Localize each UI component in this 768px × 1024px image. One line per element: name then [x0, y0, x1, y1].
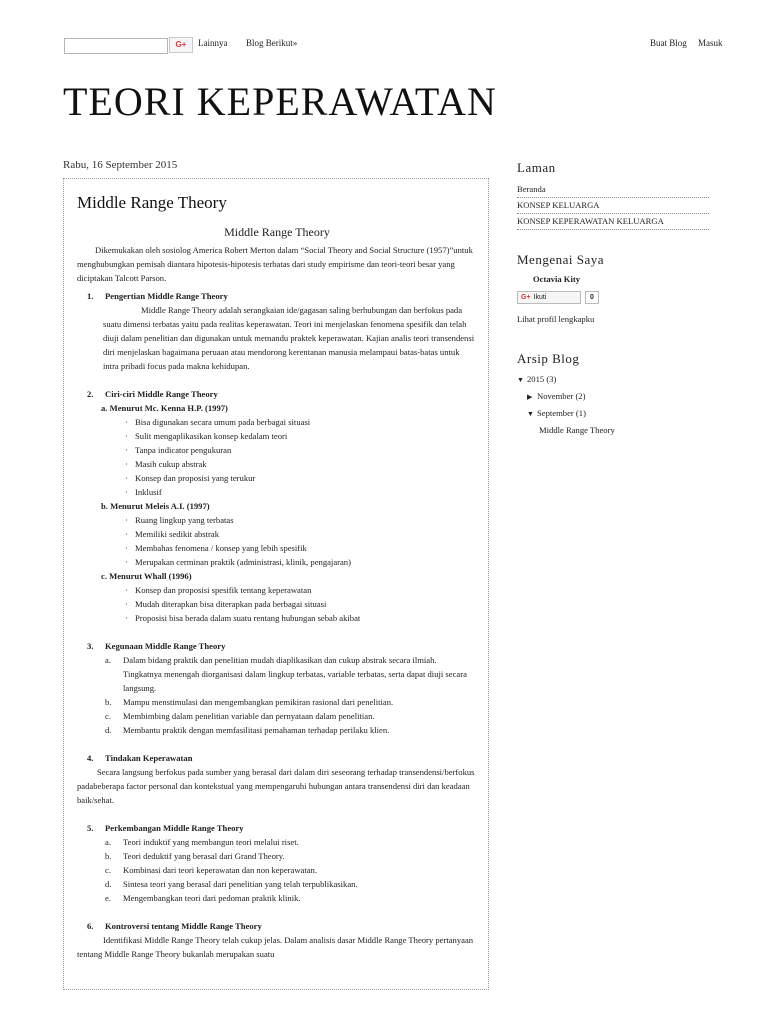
page-link-konsep-keluarga[interactable]: KONSEP KELUARGA — [517, 198, 709, 214]
list-item — [77, 597, 477, 611]
section-2-heading — [77, 387, 477, 401]
more-link[interactable]: Lainnya — [198, 38, 228, 48]
list-item — [77, 457, 477, 471]
list-item — [77, 555, 477, 569]
list-item — [77, 611, 477, 625]
pages-widget — [517, 160, 709, 230]
archive-year-label[interactable]: 2015 — [527, 374, 545, 384]
list-item-letter: e. — [105, 893, 111, 903]
list-item-text: Mengembangkan teori dari pedoman praktik klinik. — [123, 893, 301, 903]
list-item — [77, 485, 477, 499]
section-6-heading — [77, 919, 477, 933]
section-2b-heading — [77, 499, 477, 513]
section-title: Kegunaan Middle Range Theory — [105, 641, 226, 651]
list-item-text: Teori induktif yang membangun teori melalui riset. — [123, 837, 299, 847]
profile-link[interactable]: Lihat profil lengkapku — [517, 314, 595, 324]
list-item — [77, 583, 477, 597]
sub-label: c. — [101, 571, 107, 581]
list-item — [77, 653, 477, 695]
bullet-dot-icon: · — [125, 431, 128, 441]
bullet-dot-icon: · — [125, 417, 128, 427]
navbar — [0, 0, 768, 90]
list-item-text: Teori deduktif yang berasal dari Grand Theory. — [123, 851, 285, 861]
author-name[interactable]: Octavia Kity — [533, 274, 581, 284]
section-3-heading — [77, 639, 477, 653]
list-item-text: Ruang lingkup yang terbatas — [135, 515, 234, 525]
google-plus-search-button[interactable]: G+ — [169, 37, 193, 53]
list-item-text: Merupakan cerminan praktik (administrasi, klinik, pengajaran) — [135, 557, 351, 567]
section-5-heading — [77, 821, 477, 835]
section-2a-heading — [77, 401, 477, 415]
section-number: 1. — [87, 291, 94, 301]
search-input[interactable] — [64, 38, 168, 54]
list-item-text: Membahas fenomena / konsep yang lebih spesifik — [135, 543, 307, 553]
list-item — [77, 877, 477, 891]
bullet-dot-icon: · — [125, 487, 128, 497]
intro-paragraph: Dikemukakan oleh sosiolog America Robert Merton dalam “Social Theory and Social Structure (1957)”untuk menghubungkan pemisah diantara hipotesis-hipotesis terbatas dari study empirisme dan teori-teori besar yang diciptakan Talcott Parson. — [77, 245, 473, 283]
section-5-list — [77, 835, 477, 905]
post-container — [63, 178, 489, 990]
section-2b-list — [77, 513, 477, 569]
archive-month-label[interactable]: November — [537, 391, 574, 401]
sub-title: Menurut Meleis A.I. (1997) — [110, 501, 210, 511]
bullet-dot-icon: · — [125, 515, 128, 525]
follow-widget — [517, 288, 709, 301]
section-2c-list — [77, 583, 477, 625]
list-item — [77, 471, 477, 485]
sub-title: Menurut Mc. Kenna H.P. (1997) — [109, 403, 228, 413]
section-title: Kontroversi tentang Middle Range Theory — [105, 921, 262, 931]
list-item — [77, 513, 477, 527]
list-item — [77, 527, 477, 541]
list-item-text: Memiliki sedikit abstrak — [135, 529, 220, 539]
archive-year-count: (3) — [546, 374, 557, 384]
bullet-dot-icon: · — [125, 613, 128, 623]
section-title: Tindakan Keperawatan — [105, 753, 193, 763]
section-number: 5. — [87, 823, 94, 833]
list-item-text: Mudah diterapkan bisa diterapkan pada berbagai situasi — [135, 599, 327, 609]
post-body — [77, 225, 477, 961]
list-item-text: Mampu menstimulasi dan mengembangkan pemikiran rasional dari penelitian. — [123, 697, 394, 707]
list-item — [77, 443, 477, 457]
list-item-letter: d. — [105, 879, 112, 889]
bullet-dot-icon: · — [125, 459, 128, 469]
bullet-dot-icon: · — [125, 543, 128, 553]
section-3-list — [77, 653, 477, 737]
list-item — [77, 835, 477, 849]
section-title: Ciri-ciri Middle Range Theory — [105, 389, 218, 399]
section-1-heading — [77, 289, 477, 303]
list-item-text: Bisa digunakan secara umum pada berbagai situasi — [135, 417, 311, 427]
list-item — [77, 723, 477, 737]
bullet-dot-icon: · — [125, 445, 128, 455]
list-item — [77, 415, 477, 429]
list-item-text: Konsep dan proposisi spesifik tentang keperawatan — [135, 585, 312, 595]
bullet-dot-icon: · — [125, 473, 128, 483]
section-6-body: Identifikasi Middle Range Theory telah cukup jelas. Dalam analisis dasar Middle Range Theory pertanyaan tentang Middle Range Theory bukanlah merupakan suatu — [77, 935, 474, 959]
list-item-text: Membimbing dalam penelitian variable dan pernyataan dalam penelitian. — [123, 711, 375, 721]
list-item — [77, 541, 477, 555]
section-number: 6. — [87, 921, 94, 931]
bullet-dot-icon: · — [125, 585, 128, 595]
section-number: 4. — [87, 753, 94, 763]
bullet-dot-icon: · — [125, 529, 128, 539]
list-item — [77, 891, 477, 905]
section-2a-list — [77, 415, 477, 499]
triangle-right-icon[interactable]: ▶ — [527, 393, 533, 401]
follow-count: 0 — [585, 291, 599, 304]
archive-month-count: (2) — [575, 391, 586, 401]
list-item-text: Sintesa teori yang berasal dari penelitian yang telah terpublikasikan. — [123, 879, 358, 889]
list-item-text: Dalam bidang praktik dan penelitian mudah diaplikasikan dan cukup abstrak secara ilmiah. Tingkatnya menengah diorganisasi dalam lingkup terbatas, variable terbatas, serta dapat diuji secara langsung. — [123, 655, 467, 693]
sub-label: b. — [101, 501, 108, 511]
page-link-beranda[interactable]: Beranda — [517, 182, 709, 198]
triangle-down-icon[interactable]: ▼ — [517, 376, 524, 384]
list-item-text: Konsep dan proposisi yang terukur — [135, 473, 256, 483]
list-item-text: Inklusif — [135, 487, 162, 497]
archive-year-2015[interactable] — [517, 371, 709, 388]
page-link-konsep-keperawatan-keluarga[interactable]: KONSEP KEPERAWATAN KELUARGA — [517, 214, 709, 230]
sub-label: a. — [101, 403, 108, 413]
archive-widget — [517, 351, 709, 438]
next-blog-link[interactable]: Blog Berikut» — [246, 38, 298, 48]
bullet-dot-icon: · — [125, 599, 128, 609]
list-item-letter: b. — [105, 851, 112, 861]
list-item-text: Proposisi bisa berada dalam suatu rentang hubungan sebab akibat — [135, 613, 361, 623]
list-item-text: Kombinasi dari teori keperawatan dan non keperawatan. — [123, 865, 317, 875]
section-number: 3. — [87, 641, 94, 651]
sidebar — [517, 160, 709, 452]
list-item-text: Tanpa indicator pengukuran — [135, 445, 232, 455]
list-item-letter: c. — [105, 711, 111, 721]
archive-month-november[interactable] — [517, 388, 709, 405]
list-item-text: Masih cukup abstrak — [135, 459, 207, 469]
blog-title[interactable]: TEORI KEPERAWATAN — [63, 79, 497, 124]
section-title: Perkembangan Middle Range Theory — [105, 823, 244, 833]
sign-in-link[interactable]: Masuk — [698, 38, 723, 48]
archive-heading: Arsip Blog — [517, 351, 580, 366]
follow-button[interactable] — [517, 291, 581, 304]
section-4-heading — [77, 751, 477, 765]
list-item — [77, 695, 477, 709]
about-widget — [517, 252, 709, 327]
create-blog-link[interactable]: Buat Blog — [650, 38, 687, 48]
list-item — [77, 709, 477, 723]
pages-heading: Laman — [517, 160, 556, 175]
section-2c-heading — [77, 569, 477, 583]
triangle-down-icon[interactable]: ▼ — [527, 410, 534, 418]
list-item-text: Membantu praktik dengan memfasilitasi pemahaman terhadap perilaku klien. — [123, 725, 390, 735]
google-plus-icon: G+ — [521, 293, 531, 301]
list-item-letter: b. — [105, 697, 112, 707]
section-1-body: Middle Range Theory adalah serangkaian ide/gagasan saling berhubungan dan berfokus pada suatu dimensi terbatas yaitu pada realitas keperawatan. Teori ini menjelaskan fenomena spesifik dan telah diuji dalam penelitian dan digunakan untuk memandu praktek keperawatan. Kajian analis teori transendensi diri menjelaskan bagaimana peruaan atau mendorong kerentanan manusia melampaui batas-batas untuk intra pribadi focus pada makna kehidupan. — [103, 305, 475, 371]
list-item-letter: c. — [105, 865, 111, 875]
list-item — [77, 863, 477, 877]
archive-month-count: (1) — [575, 408, 586, 418]
list-item-letter: d. — [105, 725, 112, 735]
list-item-letter: a. — [105, 837, 111, 847]
archive-month-label[interactable]: September — [537, 408, 574, 418]
post-title[interactable]: Middle Range Theory — [77, 193, 227, 212]
list-item-text: Sulit mengaplikasikan konsep kedalam teori — [135, 431, 288, 441]
document-title: Middle Range Theory — [224, 225, 330, 239]
section-4-body: Secara langsung berfokus pada sumber yang berasal dari dalam diri seseorang terhadap transendensi/berfokus padabeberapa factor personal dan kontekstual yang mempengaruhi hubungan antara transendensi diri dan keadaan baik/sehat. — [77, 767, 475, 805]
list-item — [77, 429, 477, 443]
list-item — [77, 849, 477, 863]
section-number: 2. — [87, 389, 94, 399]
section-title: Pengertian Middle Range Theory — [105, 291, 228, 301]
follow-label: Ikuti — [533, 293, 547, 301]
list-item-letter: a. — [105, 655, 111, 665]
bullet-dot-icon: · — [125, 557, 128, 567]
archive-month-september[interactable] — [517, 405, 709, 422]
archive-post-link[interactable]: Middle Range Theory — [539, 425, 615, 435]
about-heading: Mengenai Saya — [517, 252, 605, 267]
sub-title: Menurut Whall (1996) — [109, 571, 192, 581]
post-date: Rabu, 16 September 2015 — [63, 159, 178, 171]
